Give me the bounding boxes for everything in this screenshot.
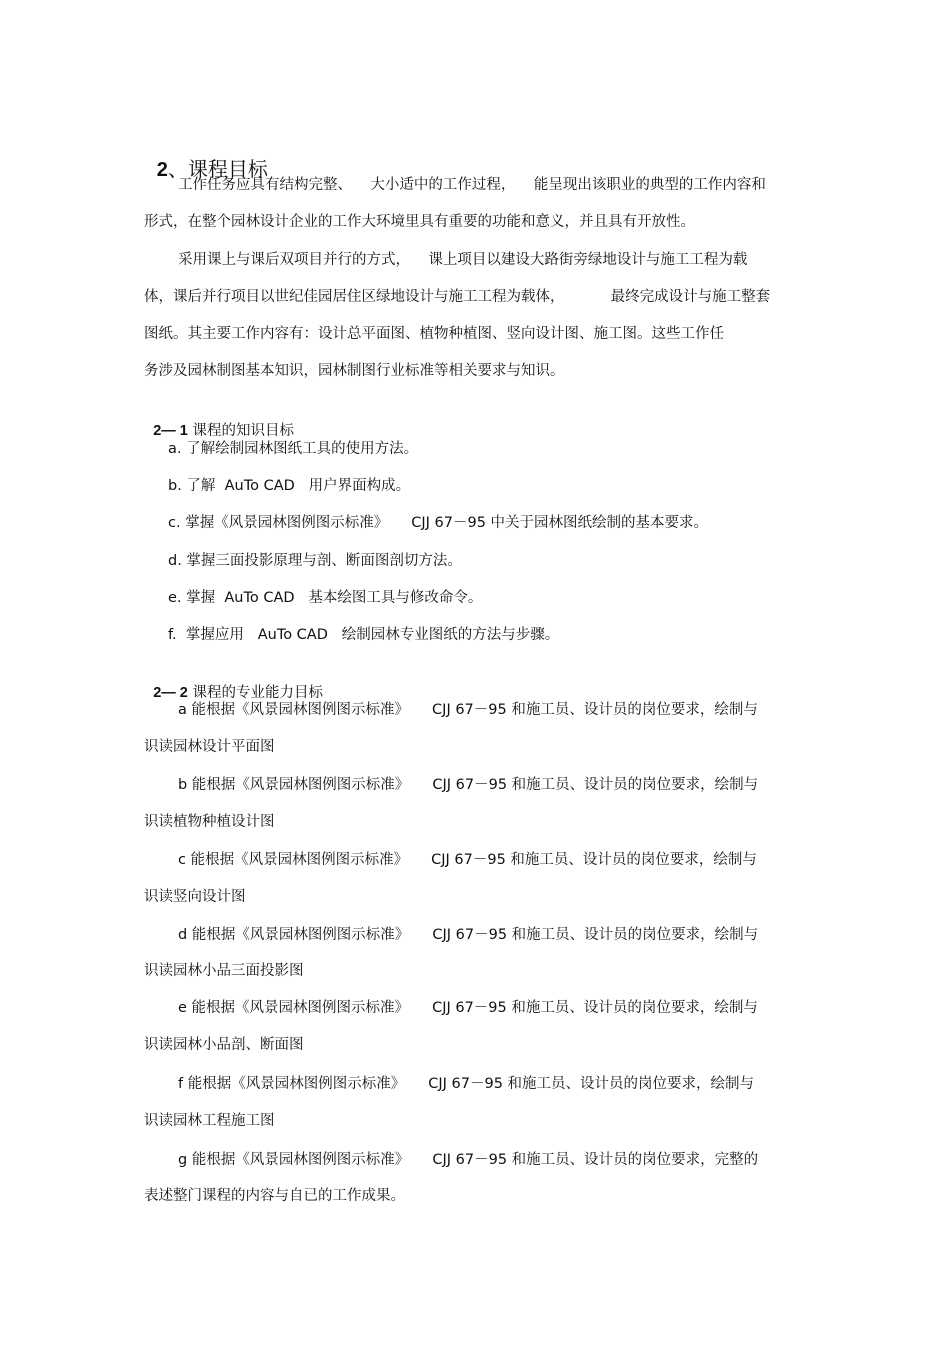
intro-line: 体，课后并行项目以世纪佳园居住区绿地设计与施工工程为载体， 最终完成设计与施工整套 [144, 289, 771, 305]
ability-item-cont: 表述整门课程的内容与自已的工作成果。 [144, 1188, 405, 1204]
knowledge-item: e. 掌握 AuTo CAD 基本绘图工具与修改命令。 [168, 590, 483, 606]
knowledge-item: c. 掌握《风景园林图例图示标准》 CJJ 67－95 中关于园林图纸绘制的基本要求。 [168, 515, 709, 531]
ability-item: g 能根据《风景园林图例图示标准》 CJJ 67－95 和施工员、设计员的岗位要求，完整的 [178, 1152, 759, 1168]
ability-item: d 能根据《风景园林图例图示标准》 CJJ 67－95 和施工员、设计员的岗位要求，绘制与 [178, 927, 759, 943]
intro-line: 图纸。其主要工作内容有：设计总平面图、植物种植图、竖向设计图、施工图。这些工作任 [144, 326, 724, 342]
subsection-heading-ability [144, 663, 323, 703]
subsection-number: 2— 2 [153, 685, 188, 701]
intro-line: 务涉及园林制图基本知识，园林制图行业标准等相关要求与知识。 [144, 363, 565, 379]
heading-text: 、课程目标 [167, 157, 268, 181]
ability-item-cont: 识读竖向设计图 [144, 889, 246, 905]
knowledge-item: a. 了解绘制园林图纸工具的使用方法。 [168, 441, 419, 457]
ability-item-cont: 识读园林小品三面投影图 [144, 963, 304, 979]
ability-item-cont: 识读植物种植设计图 [144, 814, 275, 830]
knowledge-item: b. 了解 AuTo CAD 用户界面构成。 [168, 478, 411, 494]
subsection-heading-knowledge [144, 401, 294, 441]
subsection-title: 课程的专业能力目标 [187, 685, 323, 701]
ability-item: c 能根据《风景园林图例图示标准》 CJJ 67－95 和施工员、设计员的岗位要求，绘制与 [178, 852, 757, 868]
ability-item-cont: 识读园林设计平面图 [144, 739, 275, 755]
intro-line: 形式，在整个园林设计企业的工作大环境里具有重要的功能和意义，并且具有开放性。 [144, 214, 695, 230]
ability-item: b 能根据《风景园林图例图示标准》 CJJ 67－95 和施工员、设计员的岗位要求，绘制与 [178, 777, 759, 793]
subsection-number: 2— 1 [153, 423, 188, 439]
subsection-title: 课程的知识目标 [187, 423, 294, 439]
knowledge-item: f. 掌握应用 AuTo CAD 绘制园林专业图纸的方法与步骤。 [168, 627, 560, 643]
ability-item-cont: 识读园林工程施工图 [144, 1113, 275, 1129]
ability-item: a 能根据《风景园林图例图示标准》 CJJ 67－95 和施工员、设计员的岗位要求，绘制与 [178, 702, 758, 718]
ability-item: f 能根据《风景园林图例图示标准》 CJJ 67－95 和施工员、设计员的岗位要求，绘制与 [178, 1076, 755, 1092]
ability-item: e 能根据《风景园林图例图示标准》 CJJ 67－95 和施工员、设计员的岗位要求，绘制与 [178, 1000, 758, 1016]
knowledge-item: d. 掌握三面投影原理与剖、断面图剖切方法。 [168, 553, 462, 569]
intro-line: 工作任务应具有结构完整、 大小适中的工作过程， 能呈现出该职业的典型的工作内容和 [178, 177, 766, 193]
heading-number: 2 [156, 159, 168, 181]
ability-item-cont: 识读园林小品剖、断面图 [144, 1037, 304, 1053]
intro-line: 采用课上与课后双项目并行的方式， 课上项目以建设大路街旁绿地设计与施工工程为载 [178, 252, 748, 268]
